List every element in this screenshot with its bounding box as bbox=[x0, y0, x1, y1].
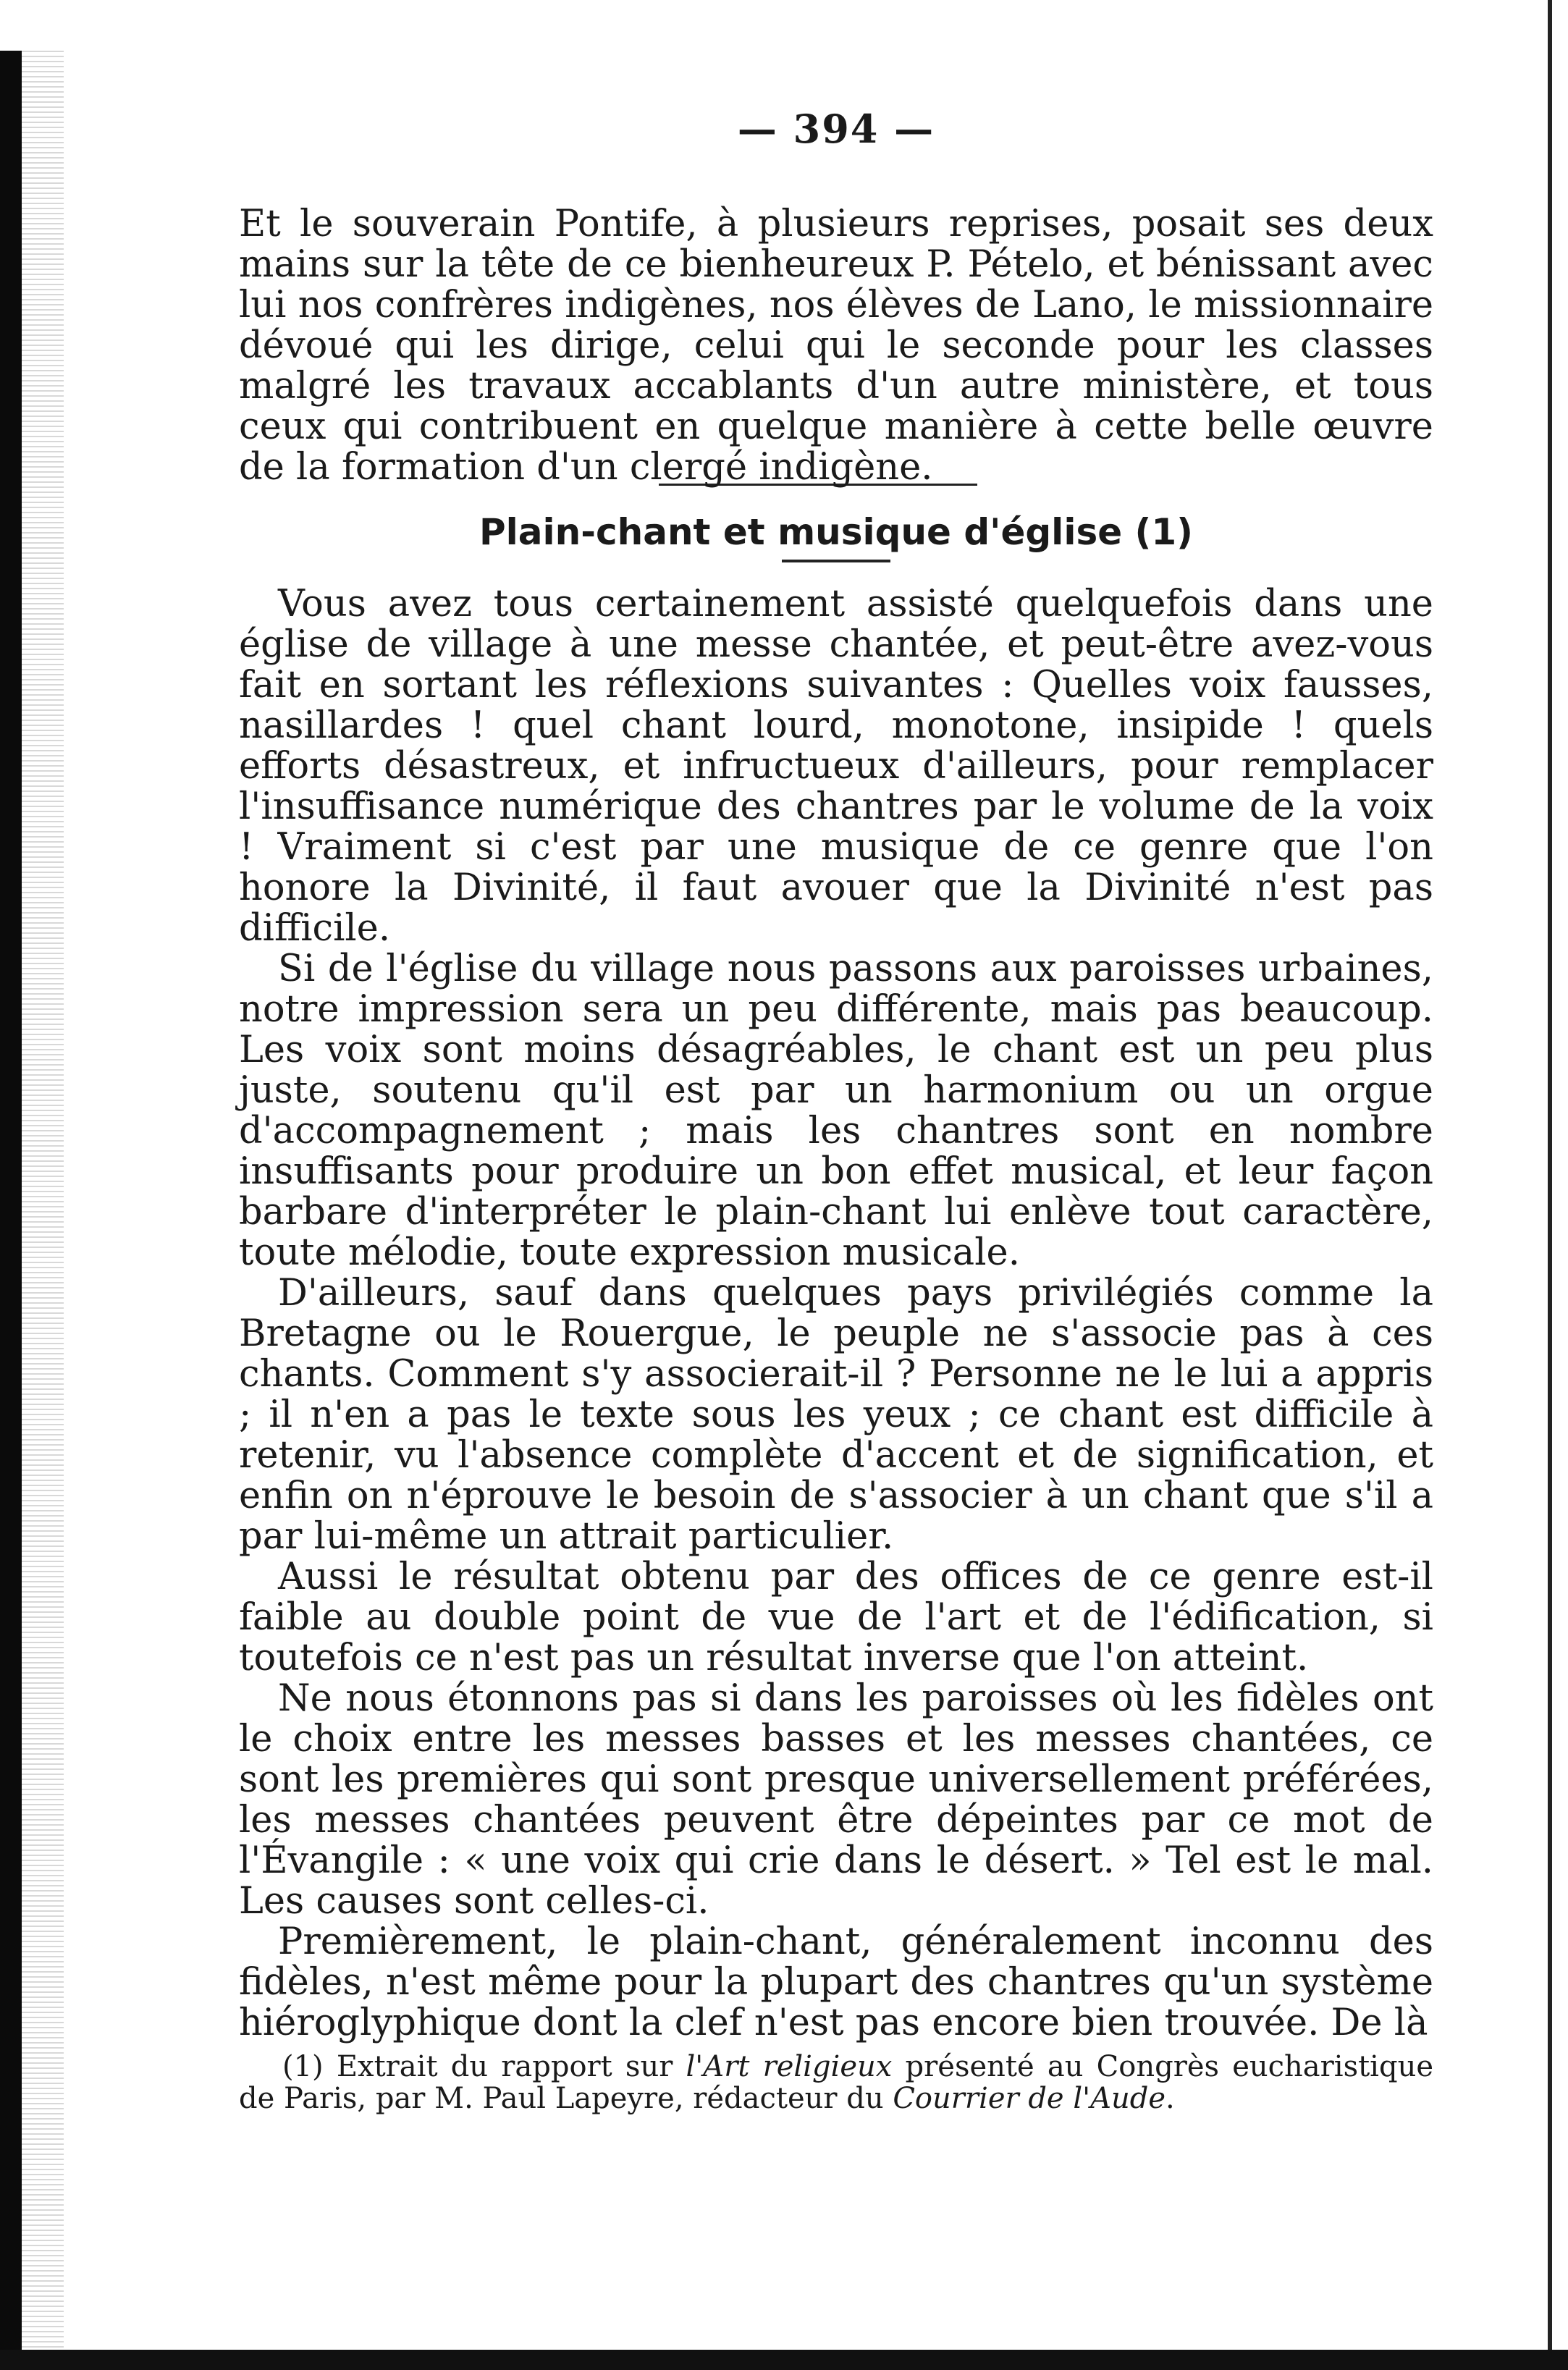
scan-right-edge bbox=[1548, 0, 1552, 2370]
footnote bbox=[239, 2051, 1433, 2114]
footnote-lead: (1) Extrait du rapport sur bbox=[282, 2050, 686, 2083]
section-title: Plain-chant et musique d'église (1) bbox=[479, 511, 1194, 553]
body-paragraph: Ne nous étonnons pas si dans les paroisses où les fidèles ont le choix entre les messes basses et les messes chantées, ce sont les premières qui sont presque universellement préférées, les messes chantées peuvent être dépeintes par ce mot de l'Évangile : « une voix qui crie dans le désert. » Tel est le mal. Les causes sont celles-ci. bbox=[239, 1677, 1433, 1923]
footnote-tail: . bbox=[1166, 2082, 1175, 2115]
page-body bbox=[239, 106, 1434, 2143]
page-number: — 394 — bbox=[737, 106, 935, 152]
footnote-italic-newspaper: Courrier de l'Aude bbox=[893, 2082, 1166, 2115]
body-paragraph: Si de l'église du village nous passons aux paroisses urbaines, notre impression sera un peu différente, mais pas beaucoup. Les voix sont moins désagréables, le chant est un peu plus juste, soutenu qu'il est par un harmonium ou un orgue d'accompagnement ; mais les chantres sont en nombre insuffisants pour produire un bon effet musical, et leur façon barbare d'interpréter le plain-chant lui enlève tout caractère, toute mélodie, toute expression musicale. bbox=[239, 948, 1433, 1274]
body-paragraph: Vous avez tous certainement assisté quelquefois dans une église de village à une messe chantée, et peut-être avez-vous fait en sortant les réflexions suivantes : Quelles voix fausses, nasillardes ! quel chant lourd, monotone, insipide ! quels efforts désastreux, et infructueux d'ailleurs, pour remplacer l'insuffisance numérique des chantres par le volume de la voix ! Vraiment si c'est par une musique de ce genre que l'on honore la Divinité, il faut avouer que la Divinité n'est pas difficile. bbox=[239, 583, 1433, 950]
footnote-middle: présenté au Congrès eucharistique de Paris, par M. Paul Lapeyre, rédacteur du bbox=[239, 2050, 1434, 2115]
footnote-italic-title: l'Art religieux bbox=[686, 2050, 893, 2083]
body-paragraph: Premièrement, le plain-chant, généralement inconnu des fidèles, n'est même pour la plupart des chantres qu'un système hiéroglyphique dont la clef n'est pas encore bien trouvée. De là bbox=[239, 1920, 1433, 2044]
scan-bottom-edge bbox=[0, 2350, 1568, 2370]
intro-paragraph: Et le souverain Pontife, à plusieurs reprises, posait ses deux mains sur la tête de ce bienheureux P. Pételo, et bénissant avec lui nos confrères indigènes, nos élèves de Lano, le missionnaire dévoué qui les dirige, celui qui le seconde pour les classes malgré les travaux accablants d'un autre ministère, et tous ceux qui contribuent en quelque manière à cette belle œuvre de la formation d'un clergé indigène. bbox=[239, 203, 1433, 489]
body-paragraph: D'ailleurs, sauf dans quelques pays privilégiés comme la Bretagne ou le Rouergue, le peuple ne s'associe pas à ces chants. Comment s'y associerait-il ? Personne ne le lui a appris ; il n'en a pas le texte sous les yeux ; ce chant est difficile à retenir, vu l'absence complète d'accent et de signification, et enfin on n'éprouve le besoin de s'associer à un chant que s'il a par lui-même un attrait particulier. bbox=[239, 1272, 1433, 1558]
body-paragraph: Aussi le résultat obtenu par des offices de ce genre est-il faible au double point de vue de l'art et de l'édification, si toutefois ce n'est pas un résultat inverse que l'on atteint. bbox=[239, 1556, 1433, 1679]
scan-left-edge bbox=[0, 51, 22, 2370]
heading-rule bbox=[782, 560, 890, 562]
